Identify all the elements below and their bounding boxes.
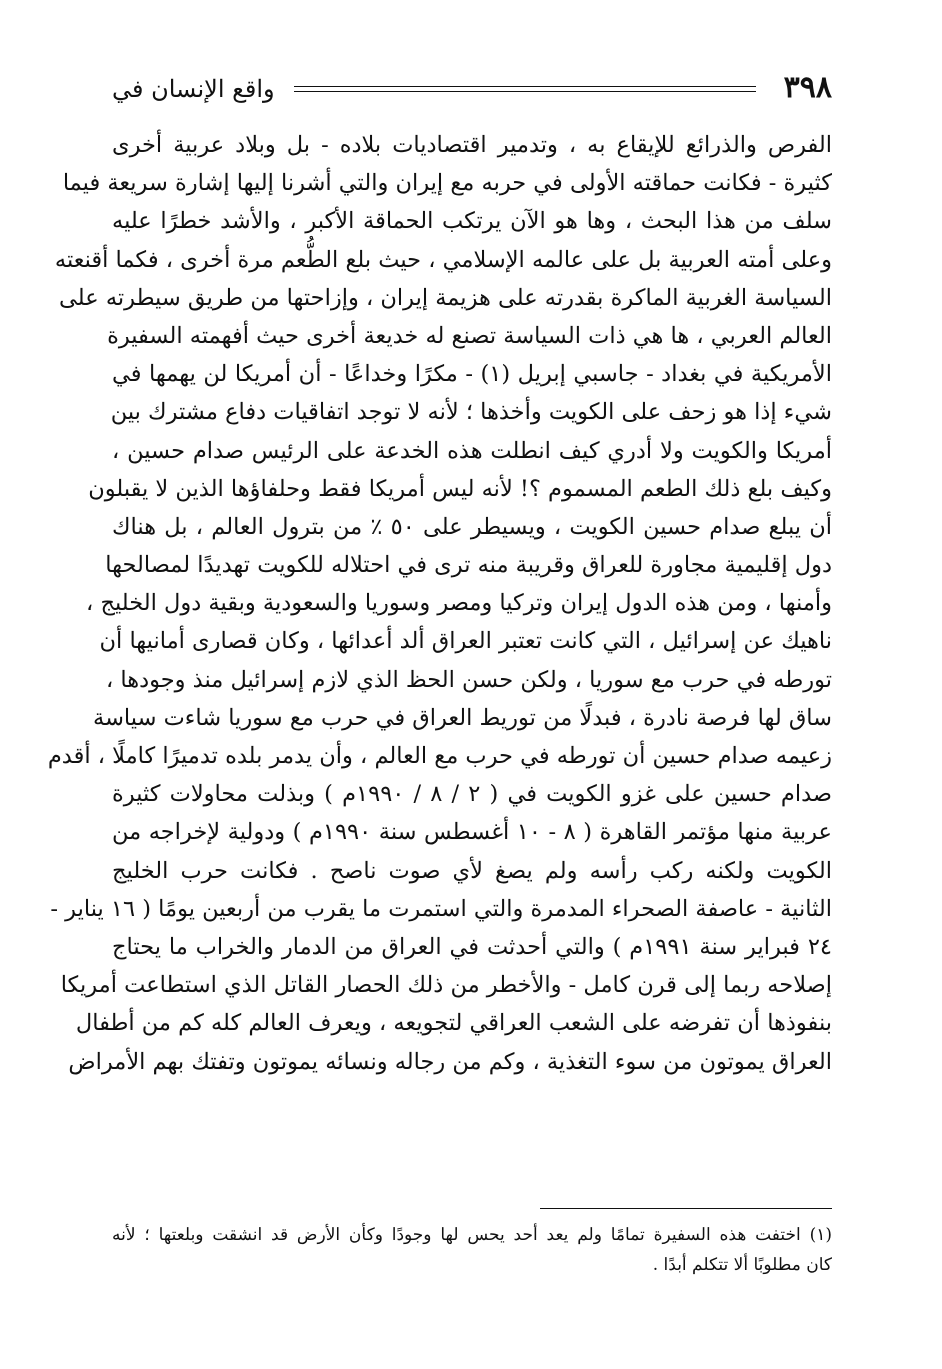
- body-line: ناهيك عن إسرائيل ، التي كانت تعتبر العراق ألد أعدائها ، وكان قصارى أمانيها أن: [99, 628, 832, 655]
- page-header: [112, 70, 832, 110]
- body-line: أمريكا والكويت ولا أدري كيف انطلت هذه الخدعة على الرئيس صدام حسين ،: [112, 437, 832, 464]
- footnotes: [112, 1220, 832, 1280]
- header-rule: [294, 86, 756, 92]
- body-line: الثانية - عاصفة الصحراء المدمرة والتي استمرت ما يقرب من أربعين يومًا ( ١٦ يناير -: [50, 895, 832, 922]
- body-line: إصلاحه ربما إلى قرن كامل - والأخطر من ذلك الحصار القاتل الذي استطاعت أمريكا: [60, 972, 832, 999]
- body-line: دول إقليمية مجاورة للعراق وقريبة منه ترى في احتلاله للكويت تهديدًا لمصالحها: [105, 552, 832, 579]
- body-line: عربية منها مؤتمر القاهرة ( ٨ - ١٠ أغسطس سنة ١٩٩٠م ) ودولية لإخراجه من: [112, 819, 832, 846]
- body-line: الفرص والذرائع للإيقاع به ، وتدمير اقتصاديات بلاده - بل وبلاد عربية أخرى: [112, 132, 832, 158]
- body-line: الكويت ولكنه ركب رأسه ولم يصغ لأي صوت ناصح . فكانت حرب الخليج: [112, 857, 832, 884]
- running-title: واقع الإنسان في: [112, 75, 275, 103]
- body-line: بنفوذها أن تفرضه على الشعب العراقي لتجويعه ، ويعرف العالم كله كم من أطفال: [75, 1010, 832, 1037]
- page-number: ٣٩٨: [783, 70, 832, 105]
- body-text: [47, 126, 833, 1081]
- body-line: سلف من هذا البحث ، وها هو الآن يرتكب الحماقة الأكبر ، والأشد خطرًا عليه: [112, 208, 832, 235]
- body-line: وعلى أمته العربية بل على عالمه الإسلامي ، حيث بلع الطُّعم مرة أخرى ، فكما أقنعته: [54, 246, 832, 273]
- body-line: أن يبلع صدام حسين الكويت ، ويسيطر على ٥٠ ٪ من بترول العالم ، بل هناك: [112, 513, 832, 540]
- body-line: الأمريكية في بغداد - جاسبي إبريل (١) - مكرًا وخداعًا - أن أمريكا لن يهمها في: [112, 361, 833, 388]
- footnote-rule: [540, 1208, 832, 1209]
- footnote-line: (١) اختفت هذه السفيرة تمامًا ولم يعد أحد يحس لها وجودًا وكأن الأرض قد انشقت وبلعتها ؛ لأنه: [112, 1225, 832, 1245]
- body-line: السياسة الغربية الماكرة بقدرته على هزيمة إيران ، وإزاحتها من طريق سيطرته على: [59, 284, 832, 311]
- body-line: العالم العربي ، ها هي ذات السياسة تصنع له خديعة أخرى حيث أفهمته السفيرة: [107, 322, 832, 349]
- body-line: صدام حسين على غزو الكويت في ( ٢ / ٨ / ١٩٩٠م ) وبذلت محاولات كثيرة: [112, 781, 832, 808]
- body-line: زعيمه صدام حسين أن تورطه في حرب مع العالم ، وأن يدمر بلده تدميرًا كاملًا ، أقدم: [47, 743, 832, 769]
- footnote-line: كان مطلوبًا ألا تتكلم أبدًا .: [652, 1255, 832, 1275]
- body-line: العراق يموتون من سوء التغذية ، وكم من رجاله ونسائه يموتون وتفتك بهم الأمراض: [68, 1048, 832, 1075]
- body-line: ساق لها فرصة نادرة ، فبدلًا من توريط العراق في حرب مع سوريا شاءت سياسة: [93, 704, 832, 731]
- body-line: وكيف بلع ذلك الطعم المسموم ؟! لأنه ليس أمريكا فقط وحلفاؤها الذين لا يقبلون: [88, 475, 832, 502]
- body-line: وأمنها ، ومن هذه الدول إيران وتركيا ومصر وسوريا والسعودية وبقية دول الخليج ،: [86, 590, 832, 617]
- body-line: شيء إذا هو زحف على الكويت وأخذها ؛ لأنه لا توجد اتفاقيات دفاع مشترك بين: [110, 399, 832, 426]
- body-line: ٢٤ فبراير سنة ١٩٩١م ) والتي أحدثت في العراق من الدمار والخراب ما يحتاج: [112, 933, 832, 960]
- body-line: كثيرة - فكانت حماقته الأولى في حربه مع إيران والتي أشرنا إليها إشارة سريعة فيما: [62, 170, 832, 197]
- body-line: تورطه في حرب مع سوريا ، ولكن حسن الحظ الذي لازم إسرائيل منذ وجودها ،: [105, 666, 832, 693]
